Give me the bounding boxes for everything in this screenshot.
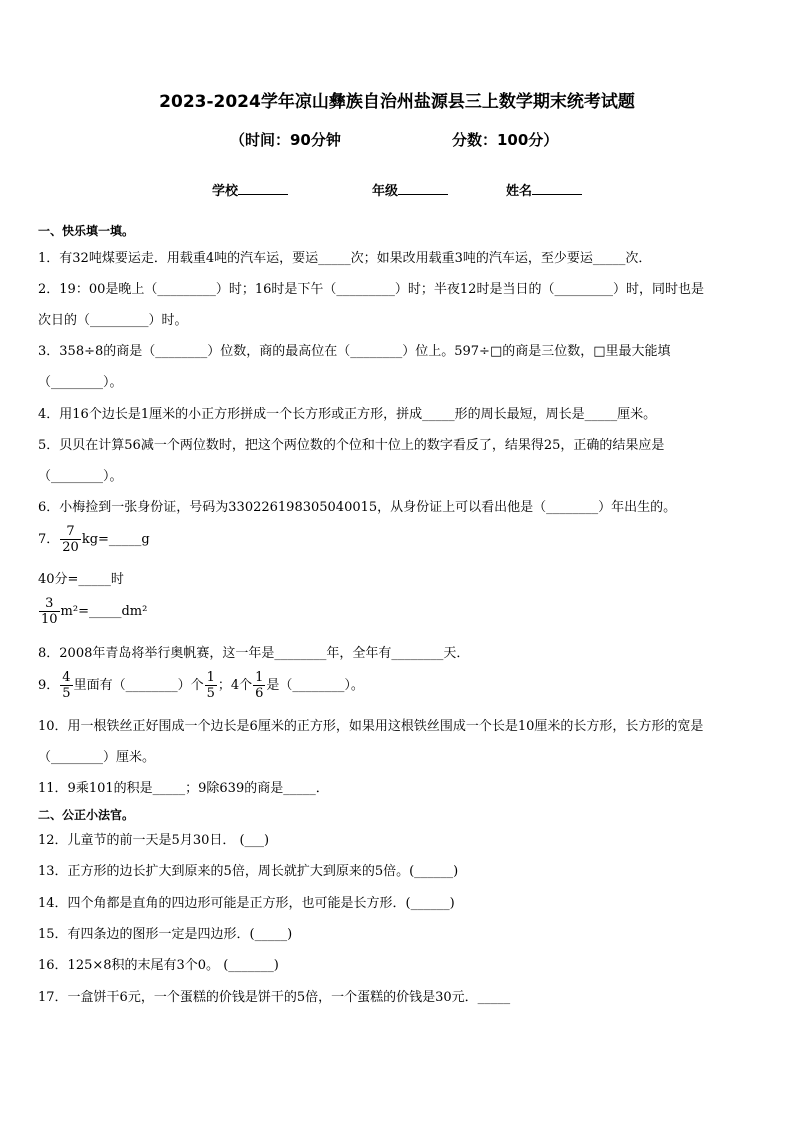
fraction-1-5 <box>205 670 217 701</box>
question-6: 6．小梅捡到一张身份证，号码为330226198305040015，从身份证上可以看出他是（________）年出生的。 <box>38 500 677 515</box>
question-9-text-2: ；4个 <box>217 678 253 693</box>
denominator: 6 <box>255 686 264 701</box>
grade-blank[interactable] <box>398 182 448 195</box>
fraction-7-20 <box>60 524 81 555</box>
school-blank[interactable] <box>238 182 288 195</box>
question-9-text-1: 里面有（________）个 <box>73 678 204 693</box>
question-16: 16．125×8积的末尾有3个0。 (_______) <box>38 958 279 973</box>
numerator: 1 <box>206 670 215 685</box>
section-heading-fill: 一、快乐填一填。 <box>38 224 135 238</box>
question-1: 1．有32吨煤要运走．用载重4吨的汽车运，要运_____次；如果改用载重3吨的汽车运，至少要运_____次． <box>38 251 652 266</box>
question-7-part-c: m²=_____dm² <box>60 604 148 619</box>
total-score: 分数：100分） <box>452 131 559 149</box>
numerator: 7 <box>60 524 81 540</box>
fraction-1-6 <box>253 670 265 701</box>
time-limit: （时间：90分钟 <box>230 131 341 149</box>
question-2-line1: 2．19：00是晚上（_________）时；16时是下午（_________）时；半夜12时是当日的（_________）时，同时也是 <box>38 282 704 297</box>
question-5-line2: （________）。 <box>38 469 123 484</box>
school-label: 学校 <box>212 184 239 199</box>
question-12: 12．儿童节的前一天是5月30日． (___) <box>38 833 270 848</box>
question-7-part-a: kg=_____g <box>81 532 150 547</box>
denominator: 20 <box>62 540 79 555</box>
question-7-line3 <box>38 596 147 627</box>
name-field[interactable] <box>506 180 582 199</box>
name-label: 姓名 <box>506 184 533 199</box>
question-5-line1: 5．贝贝在计算56减一个两位数时，把这个两位数的个位和十位上的数字看反了，结果得25，正确的结果应是 <box>38 438 665 453</box>
numerator: 1 <box>255 670 264 685</box>
denominator: 5 <box>62 686 71 701</box>
numerator: 4 <box>62 670 71 685</box>
question-8: 8．2008年青岛将举行奥帆赛，这一年是________年，全年有________天． <box>38 646 470 661</box>
question-4: 4．用16个边长是1厘米的小正方形拼成一个长方形或正方形，拼成_____形的周长最短，周长是_____厘米。 <box>38 407 657 422</box>
numerator: 3 <box>39 596 60 612</box>
question-11: 11．9乘101的积是_____；9除639的商是_____． <box>38 781 329 796</box>
question-10-line1: 10．用一根铁丝正好围成一个边长是6厘米的正方形，如果用这根铁丝围成一个长是10厘米的长方形，长方形的宽是 <box>38 719 704 734</box>
question-9 <box>38 670 364 701</box>
question-10-line2: （________）厘米。 <box>38 750 156 765</box>
question-7-line1 <box>38 524 150 555</box>
question-9-text-3: 是（________）。 <box>266 678 364 693</box>
question-7-number: 7． <box>38 532 60 547</box>
denominator: 10 <box>41 612 58 627</box>
page-title: 2023-2024学年凉山彝族自治州盐源县三上数学期末统考试题 <box>159 92 635 112</box>
grade-label: 年级 <box>372 184 399 199</box>
question-9-number: 9． <box>38 678 60 693</box>
question-2-line2: 次日的（_________）时。 <box>38 313 188 328</box>
question-17: 17．一盒饼干6元，一个蛋糕的价钱是饼干的5倍，一个蛋糕的价钱是30元．_____ <box>38 990 511 1005</box>
fraction-4-5 <box>60 670 72 701</box>
fraction-3-10 <box>39 596 60 627</box>
question-14: 14．四个角都是直角的四边形可能是正方形，也可能是长方形．(______) <box>38 896 455 911</box>
name-blank[interactable] <box>532 182 582 195</box>
question-7-line2: 40分=_____时 <box>38 572 124 587</box>
grade-field[interactable] <box>372 180 448 199</box>
school-field[interactable] <box>212 180 288 199</box>
question-3-line2: （________）。 <box>38 375 123 390</box>
denominator: 5 <box>206 686 215 701</box>
question-15: 15．有四条边的图形一定是四边形．(_____) <box>38 927 293 942</box>
question-13: 13．正方形的边长扩大到原来的5倍，周长就扩大到原来的5倍。(______) <box>38 864 459 879</box>
section-heading-judge: 二、公正小法官。 <box>38 808 135 822</box>
question-3-line1: 3．358÷8的商是（________）位数，商的最高位在（________）位上。597÷□的商是三位数，□里最大能填 <box>38 344 671 359</box>
